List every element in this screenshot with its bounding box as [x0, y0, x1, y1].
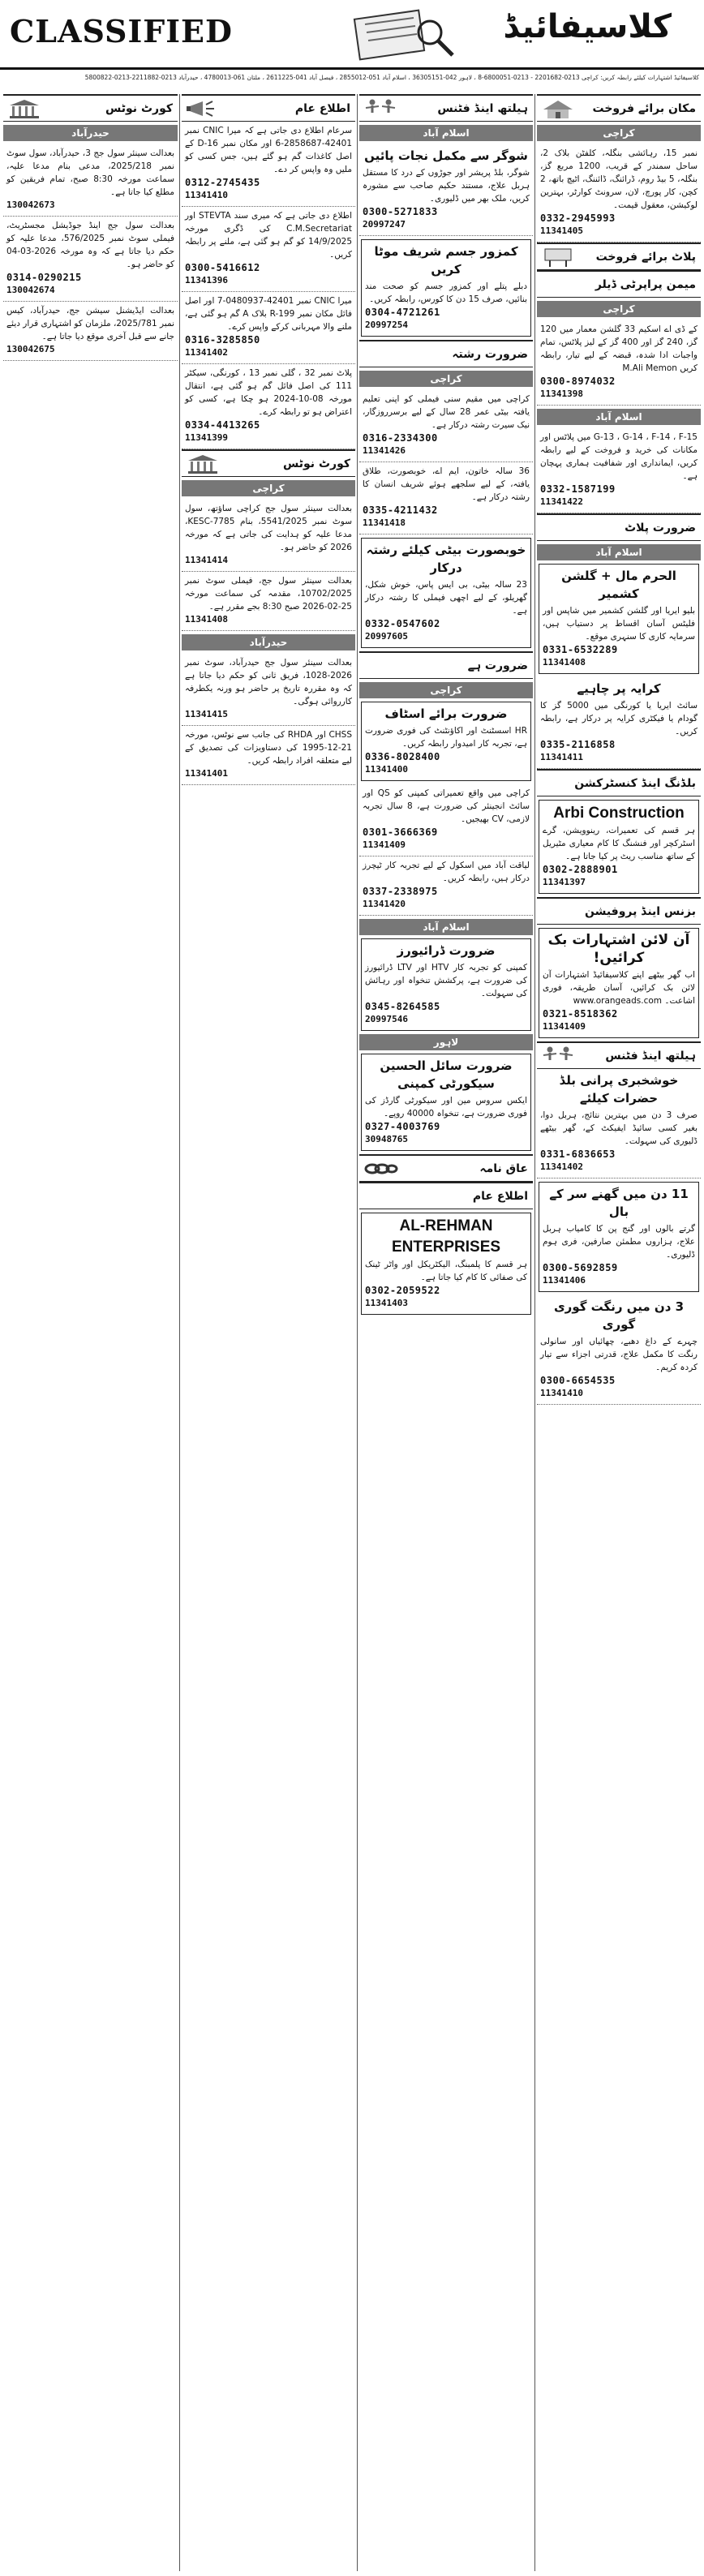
classified-ad — [182, 122, 355, 207]
ad-text: 23 سالہ بیٹی، بی ایس پاس، خوش شکل، گھریلو، کے لیے اچھی فیملی کا رشتہ درکار ہے۔ — [365, 580, 527, 616]
ad-text: ضرورت برائے اسٹاف — [384, 706, 508, 721]
ad-text: ضرورت رشتہ — [452, 347, 528, 361]
city-label: حیدرآباد — [182, 634, 355, 650]
ad-text: AL-REHMAN ENTERPRISES — [391, 1217, 501, 1256]
section-header-health — [537, 1041, 701, 1069]
ad-text: 0300-5692859 — [543, 1262, 618, 1273]
ad-text: 11341400 — [365, 764, 408, 775]
section-header-matrimonial — [359, 340, 533, 367]
section-header-court — [182, 449, 355, 477]
ad-text: کرایہ پر چاہیے — [577, 681, 661, 696]
section-header-plots — [537, 243, 701, 270]
ad-text: 30948765 — [365, 1134, 408, 1144]
ad-text: 0300-8974032 — [540, 376, 616, 387]
ad-text: بلیو ایریا اور گلشن کشمیر میں شاپس اور فلیٹس آسان اقساط پر دستیاب ہیں، سرمایہ کاری کا سنہری موقع۔ — [543, 606, 695, 642]
ad-text: ہیلتھ اینڈ فٹنس — [605, 1049, 696, 1063]
ad-text: 0302-2888901 — [543, 864, 618, 875]
ad-text: 0335-2116858 — [540, 739, 616, 750]
ad-text: ضرورت ہے — [467, 659, 528, 672]
section-header-health — [359, 94, 533, 122]
classified-ad — [537, 1069, 701, 1179]
column-health-jobs — [359, 94, 533, 2571]
ad-text: 11341409 — [363, 839, 406, 850]
classified-ad — [182, 292, 355, 364]
column-court-notices — [3, 94, 178, 2571]
city-label: کراچی — [359, 371, 533, 387]
ad-text: بعدالت سول جج اینڈ جوڈیشل مجسٹریٹ، فیملی سوٹ نمبر 576/2025، مدعا علیہ کو حکم دیا جاتا ہے کہ وہ مورخہ 2026-03-04 کو حاضر ہو۔ — [6, 221, 174, 269]
ad-text: 20997254 — [365, 320, 408, 330]
ad-text: کراچی میں واقع تعمیراتی کمپنی کو QS اور سائٹ انجینئر کی ضرورت ہے، 8 سال تجربہ لازمی، CV بھیجیں۔ — [363, 788, 530, 824]
ad-text: 0314-0290215 — [6, 272, 82, 283]
classified-ad — [182, 726, 355, 785]
section-header-property-dealer — [537, 270, 701, 298]
classified-ad — [182, 207, 355, 292]
masthead-title-english: CLASSIFIED — [10, 13, 233, 49]
ad-text: 11 دن میں گھنے سر کے بال — [549, 1187, 689, 1219]
column-notices — [182, 94, 355, 2571]
city-label: اسلام آباد — [537, 409, 701, 425]
ad-text: ضرورت پلاٹ — [625, 521, 696, 535]
section-header-aaq-nama — [359, 1154, 533, 1182]
ad-text: بعدالت سینئر سول جج کراچی ساؤتھ، سول سوٹ نمبر 5541/2025، بنام KESC-7785، مدعا علیہ کو ہدایت کی جاتی ہے کہ مورخہ 2026 کو حاضر ہو۔ — [185, 504, 352, 552]
ad-text: میرا CNIC نمبر 42401-0480937-7 اور اصل فائل مکان نمبر R-199 بلاک A گم ہو گئی ہے، ملنے والا مہربانی کرکے واپس کرے۔ — [185, 296, 352, 332]
classified-ad — [539, 564, 699, 674]
ad-text: 11341418 — [363, 517, 406, 528]
ad-text: 0300-5416612 — [185, 262, 260, 273]
classified-ad — [361, 938, 531, 1031]
section-header-jobs — [359, 651, 533, 679]
ad-text: خوبصورت بیٹی کیلئے رشتہ درکار — [366, 543, 526, 575]
ad-text: اطلاع دی جاتی ہے کہ میری سند STEVTA اور C.M.Secretariat کی ڈگری مورخہ 14/9/2025 کو گم ہو گئی ہے، ملنے پر رابطہ کریں۔ — [185, 211, 352, 260]
ad-text: 11341415 — [185, 709, 228, 719]
ad-text: مکان برائے فروخت — [592, 101, 696, 115]
ad-text: کے ڈی اے اسکیم 33 گلشن معمار میں 120 گز، 240 گز اور 400 گز کے لیز پلاٹس، تمام واجبات ادا شدہ، قبضہ کے لیے تیار، رابطہ کریں M.Ali Memon — [540, 324, 698, 373]
classified-ad — [359, 462, 533, 535]
ad-text: شوگر، بلڈ پریشر اور جوڑوں کے درد کا مستقل ہربل علاج، مستند حکیم صاحب سے مشورہ کریں، ملک بھر میں ڈلیوری۔ — [363, 168, 530, 204]
ad-text: اطلاع عام — [472, 1189, 528, 1203]
section-header-plot-wanted — [537, 513, 701, 541]
classified-ad — [537, 677, 701, 769]
ad-text: بزنس اینڈ پروفیشن — [584, 904, 696, 918]
ad-text: کمزور جسم شریف موٹا کریں — [374, 244, 518, 277]
ad-text: ایکس سروس مین اور سیکورٹی گارڈز کی فوری ضرورت ہے، تنخواہ 40000 روپے۔ — [365, 1096, 527, 1118]
ad-text: 11341408 — [543, 657, 586, 668]
ad-text: ہر قسم کا پلمبنگ، الیکٹریکل اور واٹر ٹینک کی صفائی کا کام کیا جاتا ہے۔ — [365, 1260, 527, 1282]
ad-text: بعدالت سینئر سول جج حیدرآباد، سوٹ نمبر 2026-1028، فریق ثانی کو حکم دیا جاتا ہے کہ وہ مقررہ تاریخ پر حاضر ہو ورنہ یکطرفہ کارروائی ہوگی۔ — [185, 658, 352, 706]
classified-ad — [537, 1295, 701, 1405]
city-label: اسلام آباد — [359, 125, 533, 141]
ad-text: شوگر سے مکمل نجات پائیں — [364, 148, 528, 163]
ad-text: 0304-4721261 — [365, 307, 440, 318]
ad-text: 130042675 — [6, 344, 55, 354]
classified-ad — [539, 928, 699, 1038]
classified-ad — [182, 572, 355, 631]
ad-text: کورٹ نوٹس — [105, 101, 173, 115]
ad-text: سائٹ ایریا یا کورنگی میں 5000 گز کا گودام یا فیکٹری کرایہ پر درکار ہے، رابطہ کریں۔ — [540, 701, 698, 736]
ad-text: گرتے بالوں اور گنج پن کا کامیاب ہربل علاج، ہزاروں مطمئن صارفین، فری ہوم ڈلیوری۔ — [543, 1224, 695, 1260]
ad-text: 0321-8518362 — [543, 1008, 618, 1020]
fitness-figures-icon — [540, 1045, 576, 1067]
classified-ad — [182, 500, 355, 572]
ad-text: ضرورت ڈرائیورز — [397, 943, 496, 958]
ad-text: بلڈنگ اینڈ کنسٹرکشن — [574, 776, 696, 790]
ad-text: 0302-2059522 — [365, 1285, 440, 1296]
ad-text: کمپنی کو تجربہ کار HTV اور LTV ڈرائیورز کی ضرورت ہے، پرکشش تنخواہ اور رہائش کی سہولت۔ — [365, 963, 527, 998]
city-label: اسلام آباد — [537, 544, 701, 560]
column-divider — [179, 94, 180, 2571]
ad-text: 36 سالہ خاتون، ایم اے، خوبصورت، طلاق یافتہ، کے لیے سلجھے ہوئے شریف انسان کا رشتہ درکار ہے۔ — [363, 466, 530, 502]
ad-text: 0316-2334300 — [363, 432, 438, 444]
house-icon — [540, 98, 576, 119]
ad-text: 0327-4003769 — [365, 1121, 440, 1132]
classified-ad — [361, 1054, 531, 1151]
city-label: کراچی — [359, 682, 533, 698]
ad-text: 0336-8028400 — [365, 751, 440, 762]
column-property — [537, 94, 701, 2571]
classified-ad — [359, 857, 533, 916]
ad-text: پلاٹ برائے فروخت — [595, 250, 696, 264]
ad-text: خوشخبری پرانی بلڈ حضرات کیلئے — [559, 1073, 679, 1106]
for-sale-sign-icon — [540, 247, 576, 268]
classified-ad — [539, 800, 699, 894]
ad-text: Arbi Construction — [553, 805, 685, 822]
ad-text: 11341420 — [363, 899, 406, 909]
ad-text: 0300-5271833 — [363, 206, 438, 217]
megaphone-icon — [185, 98, 221, 119]
ad-text: عاق نامہ — [479, 1161, 528, 1175]
ad-text: HR اسسٹنٹ اور اکاؤنٹنٹ کی فوری ضرورت ہے، تجربہ کار امیدوار رابطہ کریں۔ — [365, 726, 527, 749]
fitness-figures-icon — [363, 98, 398, 119]
courthouse-icon — [185, 453, 221, 474]
classified-ad — [182, 654, 355, 726]
ad-text: الحرم مال + گلشن کشمیر — [561, 569, 676, 601]
ad-text: دبلے پتلے اور کمزور جسم کو صحت مند بنائیں، صرف 15 دن کا کورس، رابطہ کریں۔ — [365, 281, 527, 304]
ad-text: 11341410 — [540, 1388, 583, 1398]
ad-text: پلاٹ نمبر 32 ، گلی نمبر 13 ، کورنگی، سیکٹر 111 کی اصل فائل گم ہو گئی ہے، انتقال مورخہ 08-10-2024 ہو چکا ہے، کسی کو اعتراض ہو تو رابطہ کرے۔ — [185, 368, 353, 417]
ad-text: 0337-2338975 — [363, 886, 438, 897]
column-divider — [534, 94, 535, 2571]
ad-text: اطلاع عام — [294, 101, 350, 115]
ad-text: 11341399 — [185, 432, 228, 443]
classified-ad — [361, 538, 531, 648]
ad-text: ضرورت سائل الحسین سیکورٹی کمپنی — [380, 1058, 513, 1091]
ad-text: 0334-4413265 — [185, 419, 260, 431]
ad-text: 3 دن میں رنگت گوری گوری — [553, 1299, 685, 1332]
section-header-business — [537, 897, 701, 925]
ad-text: اب گھر بیٹھے اپنے کلاسیفائیڈ اشتہارات آن لائن بک کرائیں، آسان طریقہ، فوری اشاعت۔ www.orangeads.com — [543, 970, 695, 1006]
ad-text: 0300-6654535 — [540, 1375, 616, 1386]
courthouse-icon — [6, 98, 42, 119]
ad-text: 11341410 — [185, 190, 228, 200]
city-label: کراچی — [182, 480, 355, 496]
ad-text: صرف 3 دن میں بہترین نتائج، ہربل دوا، بغیر کسی سائیڈ ایفیکٹ کے، گھر بیٹھے ڈلیوری کی سہولت۔ — [540, 1110, 698, 1146]
section-header-property — [537, 94, 701, 122]
city-label: کراچی — [537, 301, 701, 317]
ad-text: آن لائن اشتہارات بک کرائیں! — [547, 932, 690, 966]
ad-text: 11341408 — [185, 614, 228, 625]
section-header-notice — [359, 1182, 533, 1209]
ad-text: 11341406 — [543, 1275, 586, 1286]
ad-text: بعدالت ایڈیشنل سیشن جج، حیدرآباد، کیس نمبر 2025/781، ملزمان کو اشتہاری قرار دیئے جانے سے قبل آخری موقع دیا جاتا ہے۔ — [6, 306, 174, 341]
city-label: حیدرآباد — [3, 125, 178, 141]
section-header-building — [537, 769, 701, 796]
page-header — [0, 0, 704, 70]
ad-text: 11341403 — [365, 1298, 408, 1308]
ad-text: 11341422 — [540, 496, 583, 507]
ad-text: کورٹ نوٹس — [282, 457, 350, 470]
newspaper-icon — [341, 8, 462, 62]
ad-text: 0331-6836653 — [540, 1148, 616, 1160]
chain-icon — [363, 1158, 398, 1179]
city-label: کراچی — [537, 125, 701, 141]
section-header-court — [3, 94, 178, 122]
ad-text: 0312-2745435 — [185, 177, 260, 188]
ad-text: 11341409 — [543, 1021, 586, 1032]
ad-text: 0301-3666369 — [363, 826, 438, 838]
ad-text: 0316-3285850 — [185, 334, 260, 346]
ad-text: 11341401 — [185, 768, 228, 779]
ad-text: 0332-0547602 — [365, 618, 440, 629]
ad-text: چہرے کے داغ دھبے، چھائیاں اور سانولی رنگت کا مکمل علاج، قدرتی اجزاء سے تیار کردہ کریم۔ — [540, 1337, 698, 1372]
ad-text: ہر قسم کی تعمیرات، رینوویشن، گرے اسٹرکچر اور فنشنگ کا کام معیاری مٹیریل کے ساتھ مناسب ریٹ پر کیا جاتا ہے۔ — [543, 826, 695, 861]
ad-text: 11341402 — [540, 1161, 583, 1172]
ad-text: 130042674 — [6, 285, 55, 295]
classified-ad — [361, 1213, 531, 1315]
ad-text: لیاقت آباد میں اسکول کے لیے تجربہ کار ٹیچرز درکار ہیں، رابطہ کریں۔ — [363, 861, 530, 883]
ad-text: 0332-1587199 — [540, 483, 616, 495]
ad-text: سرعام اطلاع دی جاتی ہے کہ میرا CNIC نمبر 42401-2858687-6 اور مکان نمبر D-16 کے اصل کاغذات گم ہو گئے ہیں، جس کسی کو ملیں وہ واپس کر دے۔ — [185, 126, 352, 174]
classified-ad — [539, 1182, 699, 1292]
classified-ad — [537, 144, 701, 243]
ad-text: میمن پراپرٹی ڈیلر — [595, 277, 696, 291]
classified-ad — [359, 144, 533, 236]
classified-ad — [3, 217, 178, 302]
ad-text: 20997605 — [365, 631, 408, 642]
ad-text: 11341414 — [185, 555, 228, 565]
ad-text: 11341397 — [543, 877, 586, 887]
masthead-title-urdu: کلاسیفائیڈ — [503, 8, 672, 45]
ad-text: 11341405 — [540, 225, 583, 236]
city-label: اسلام آباد — [359, 919, 533, 935]
ad-text: بعدالت سینئر سول جج 3، حیدرآباد، سول سوٹ نمبر 2025/218، مدعی بنام مدعا علیہ، سماعت مورخہ 8:30 صبح، تمام فریقین کو مطلع کیا جاتا ہے۔ — [6, 148, 175, 197]
classified-ad — [361, 239, 531, 337]
ad-text: ہیلتھ اینڈ فٹنس — [437, 101, 528, 115]
ad-text: 130042673 — [6, 200, 55, 210]
ad-text: نمبر 15، رہائشی بنگلہ، کلفٹن بلاک 2، ساحل سمندر کے قریب، 1200 مربع گز، بنگلہ، 5 بیڈ روم، ڈرائنگ، ڈائننگ، اٹیچ باتھ، 2 کچن، کار پورچ، لان، سرونٹ کوارٹر، بہترین لوکیشن، معقول قیمت۔ — [540, 148, 698, 210]
ad-text: 11341396 — [185, 275, 228, 286]
ad-text: CHSS اور RHDA کی جانب سے نوٹس، مورخہ 21-12-1995 کی دستاویزات کی تصدیق کے لیے متعلقہ افراد رابطہ کریں۔ — [185, 730, 352, 766]
classified-ad — [3, 144, 178, 217]
ad-text: G-13 ، G-14 ، F-14 ، F-15 میں پلاٹس اور مکانات کی خرید و فروخت کے لیے رابطہ کریں، ایمانداری اور شفافیت ہماری پہچان ہے۔ — [540, 432, 698, 481]
ad-text: 20997546 — [365, 1014, 408, 1024]
classified-ad — [537, 320, 701, 406]
ad-text: 11341402 — [185, 347, 228, 358]
ad-text: 11341398 — [540, 389, 583, 399]
column-divider — [357, 94, 358, 2571]
ad-text: کراچی میں مقیم سنی فیملی کو اپنی تعلیم یافتہ بیٹی عمر 28 سال کے لیے برسرروزگار، نیک سیرت رشتہ درکار ہے۔ — [363, 394, 530, 430]
section-header-notice — [182, 94, 355, 122]
classified-ad — [359, 784, 533, 857]
ad-text: 0332-2945993 — [540, 213, 616, 224]
contact-strip: کلاسیفائیڈ اشتہارات کیلئے رابطہ کریں: کراچی 0213-2201682 - 0213-6800051-8 ، لاہور 042-36305151 ، اسلام آباد 051-2855012 ، فیصل آباد 041-2611225 ، ملتان 061-4780013 ، حیدرآباد 0213-2211882-0213-5800822 — [84, 74, 699, 81]
ad-text: 11341411 — [540, 752, 583, 762]
ad-text: 0331-6532289 — [543, 644, 618, 655]
ad-text: 0345-8264585 — [365, 1001, 440, 1012]
ad-text: 11341426 — [363, 445, 406, 456]
classified-ad — [182, 364, 355, 449]
ad-text: 0335-4211432 — [363, 504, 438, 516]
classified-ad — [537, 428, 701, 513]
ad-text: بعدالت سینئر سول جج، فیملی سوٹ نمبر 10702/2025، مقدمہ کی سماعت مورخہ 25-02-2026 صبح 8:30 بجے مقرر ہے۔ — [185, 576, 352, 612]
city-label: لاہور — [359, 1034, 533, 1050]
classified-ad — [359, 390, 533, 462]
classified-ad — [361, 702, 531, 781]
ad-text: 20997247 — [363, 219, 406, 230]
classified-ad — [3, 302, 178, 361]
